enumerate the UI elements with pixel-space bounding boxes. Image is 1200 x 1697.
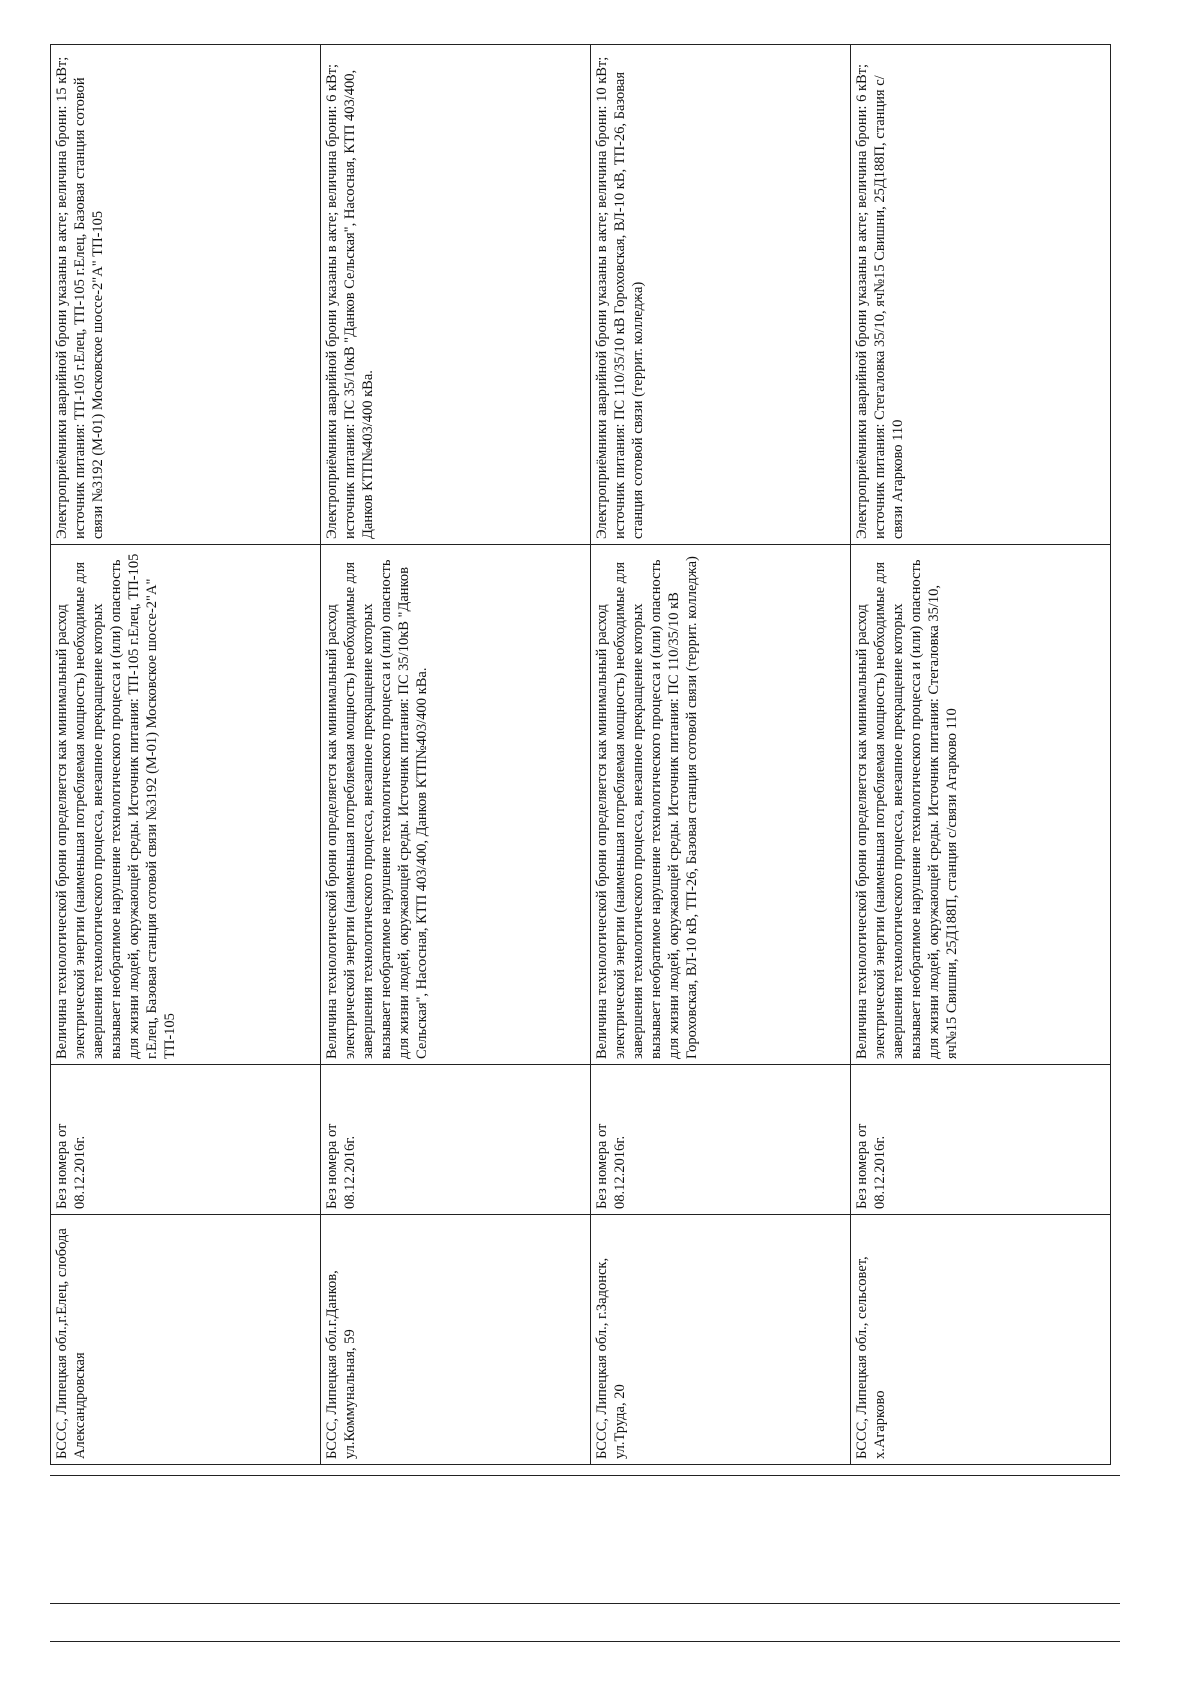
emergency-armor-cell — [591, 45, 851, 545]
address-text: БССС, Липецкая обл.,г.Елец, слобода Александровская — [54, 1228, 88, 1459]
table-row — [851, 45, 1111, 1465]
emergency-armor-text: Электроприёмники аварийной брони указаны в акте; величина брони: 15 кВт; источник питания: ТП-105 г.Елец, ТП-105 г.Елец, Базовая станция сотовой связи №3192 (М-01) Московское шоссе-2"А" ТП-105 — [54, 56, 106, 539]
table-row — [51, 45, 321, 1465]
table-row — [321, 45, 591, 1465]
emergency-armor-cell — [851, 45, 1111, 545]
address-cell — [851, 1215, 1111, 1465]
power-armor-table — [50, 44, 1111, 1465]
tech-armor-cell — [51, 545, 321, 1065]
tech-armor-cell — [321, 545, 591, 1065]
tech-armor-text: Величина технологической брони определяется как минимальный расход электрической энергии (наименьшая потребляемая мощность) необходимые для завершения технологического процесса, внезапное прекращение которых вызывает необратимое нарушение технологического процесса и (или) опасность для жизни людей, окружающей среды. Источник питания: ПС 110/35/10 кВ Гороховская, ВЛ-10 кВ, ТП-26, Базовая станция сотовой связи (террит. колледжа) — [594, 556, 700, 1059]
address-text: БССС, Липецкая обл., г.Задонск, ул.Труда, 20 — [594, 1257, 628, 1459]
address-cell — [591, 1215, 851, 1465]
address-cell — [321, 1215, 591, 1465]
document-text: Без номера от 08.12.2016г. — [854, 1123, 888, 1209]
tech-armor-text: Величина технологической брони определяется как минимальный расход электрической энергии (наименьшая потребляемая мощность) необходимые для завершения технологического процесса, внезапное прекращение которых вызывает необратимое нарушение технологического процесса и (или) опасность для жизни людей, окружающей среды. Источник питания: ТП-105 г.Елец, ТП-105 г.Елец, Базовая станция сотовой связи №3192 (М-01) Московское шоссе-2"А" ТП-105 — [54, 553, 178, 1059]
tech-armor-cell — [591, 545, 851, 1065]
document-text: Без номера от 08.12.2016г. — [324, 1123, 358, 1209]
emergency-armor-text: Электроприёмники аварийной брони указаны в акте; величина брони: 10 кВт; источник питания: ПС 110/35/10 кВ Гороховская, ВЛ-10 кВ, ТП-26, Базовая станция сотовой связи (террит. колледжа) — [594, 56, 646, 539]
horizontal-rule-1 — [50, 1475, 1120, 1476]
document-cell — [321, 1065, 591, 1215]
document-cell — [591, 1065, 851, 1215]
horizontal-rule-3 — [50, 1641, 1120, 1642]
emergency-armor-cell — [51, 45, 321, 545]
document-cell — [51, 1065, 321, 1215]
tech-armor-text: Величина технологической брони определяется как минимальный расход электрической энергии (наименьшая потребляемая мощность) необходимые для завершения технологического процесса, внезапное прекращение которых вызывает необратимое нарушение технологического процесса и (или) опасность для жизни людей, окружающей среды. Источник питания: ПС 35/10кВ "Данков Сельская", Насосная, КТП 403/400, Данков КТП№403/400 кВа. — [324, 559, 430, 1059]
emergency-armor-cell — [321, 45, 591, 545]
tech-armor-text: Величина технологической брони определяется как минимальный расход электрической энергии (наименьшая потребляемая мощность) необходимые для завершения технологического процесса, внезапное прекращение которых вызывает необратимое нарушение технологического процесса и (или) опасность для жизни людей, окружающей среды. Источник питания: Стегаловка 35/10, яч№15 Свишни, 25Д188П, станция с/связи Агарково 110 — [854, 559, 960, 1059]
emergency-armor-text: Электроприёмники аварийной брони указаны в акте; величина брони: 6 кВт; источник питания: Стегаловка 35/10, яч№15 Свишни, 25Д188П, станция с/связи Агарково 110 — [854, 63, 906, 539]
emergency-armor-text: Электроприёмники аварийной брони указаны в акте; величина брони: 6 кВт; источник питания: ПС 35/10кВ "Данков Сельская", Насосная, КТП 403/400, Данков КТП№403/400 кВа. — [324, 63, 376, 539]
document-text: Без номера от 08.12.2016г. — [594, 1123, 628, 1209]
document-cell — [851, 1065, 1111, 1215]
address-cell — [51, 1215, 321, 1465]
horizontal-rule-2 — [50, 1603, 1120, 1604]
document-text: Без номера от 08.12.2016г. — [54, 1123, 88, 1209]
table-row — [591, 45, 851, 1465]
address-text: БССС, Липецкая обл.г.Данков, ул.Коммунальная, 59 — [324, 1270, 358, 1459]
tech-armor-cell — [851, 545, 1111, 1065]
address-text: БССС, Липецкая обл., сельсовет, х.Агарково — [854, 1256, 888, 1459]
rotated-table-wrapper — [50, 45, 1110, 1465]
